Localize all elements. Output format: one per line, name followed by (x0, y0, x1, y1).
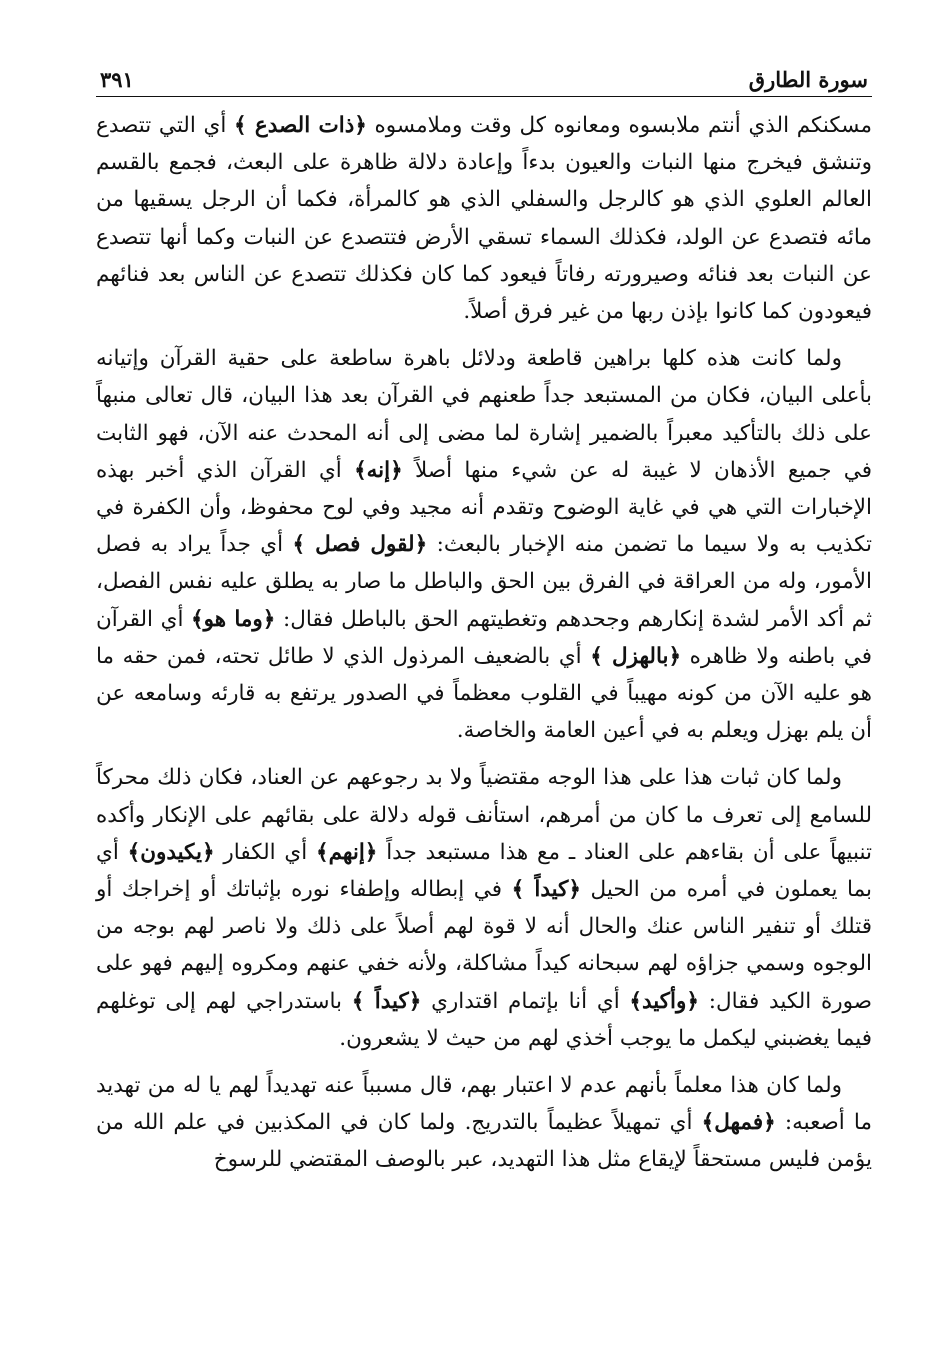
quran-quote: ﴿لقول فصل ﴾ (292, 532, 428, 558)
quran-quote: ﴿كيداً ﴾ (351, 988, 422, 1014)
text-run: ولما كان هذا معلماً بأنهم عدم لا اعتبار بهم، قال مسبباً عنه تهديداً لهم يا له من تهديد ما أصعبه: (96, 1073, 872, 1136)
text-run: مسكنكم الذي أنتم ملابسوه ومعانوه كل وقت وملامسوه (366, 113, 872, 138)
text-run: أي القرآن في باطنه ولا ظاهره (96, 606, 872, 669)
running-header (96, 58, 872, 97)
text-run: في إبطاله وإطفاء نوره بإثباتك أو إخراجك أو قتلك أو تنفير الناس عنك والحال أنه لا قوة لهم أصلاً على ذلك ولا ناصر لهم بوجه من الوجوه وسمي جزاؤه لهم سبحانه كيداً مشاكلة، ولأنه خفي عنهم ومكروه إليهم فهو على صورة الكيد فقال: (96, 877, 872, 1014)
quran-quote: ﴿ذات الصدع ﴾ (233, 113, 367, 138)
paragraph-1 (96, 107, 872, 330)
text-run: أي جداً يراد به فصل الأمور، وله من العراقة في الفرق بين الحق والباطل ما صار به يطلق عليه نفس الفصل، ثم أكد الأمر لشدة إنكارهم وجحدهم وتغطيتهم الحق بالباطل فقال: (96, 532, 873, 632)
paragraph-2 (96, 340, 872, 749)
text-run: أي تمهيلاً عظيماً بالتدريج. ولما كان في المكذبين في علم الله من يؤمن فليس مستحقاً لإيقاع مثل هذا التهديد، عبر بالوصف المقتضي للرسوخ (96, 1110, 872, 1173)
text-run: باستدراجي لهم إلى توغلهم فيما يغضبني ليكمل ما يوجب أخذي لهم من حيث لا يشعرون. (96, 988, 872, 1051)
quran-quote: ﴿وما هو﴾ (191, 606, 276, 632)
text-run: أي أنا بإتمام اقتداري (421, 988, 630, 1014)
paragraph-4 (96, 1067, 872, 1179)
text-run: أي بما يعملون في أمره من الحيل (96, 839, 873, 903)
body-text (96, 107, 872, 1179)
quran-quote: ﴿بالهزل ﴾ (590, 643, 682, 669)
quran-quote: ﴿إنهم﴾ (316, 839, 378, 865)
quran-quote: ﴿فمهل﴾ (701, 1110, 776, 1136)
text-run: أي التي تتصدع وتنشق فيخرج منها النبات والعيون بدءاً وإعادة دلالة ظاهرة على البعث، فجمع بالقسم العالم العلوي الذي هو كالرجل والسفلي الذي هو كالمرأة، فكما أن الرجل يسقيها من مائه فتصدع عن الولد، فكذلك السماء تسقي الأرض فتتصدع عن النبات وكما أنها تتصدع عن النبات بعد فنائه وصيرورته رفاتاً فيعود كما كان فكذلك تتصدع عن الناس بعد فنائهم فيعودون كما كانوا بإذن ربها من غير فرق أصلاً. (96, 113, 872, 325)
text-run: ولما كانت هذه كلها براهين قاطعة ودلائل باهرة ساطعة على حقية القرآن وإتيانه بأعلى البيان، فكان من المستبعد جداً طعنهم في القرآن بعد هذا البيان، قال تعالى منبهاً على ذلك بالتأكيد معبراً بالضمير إشارة لما مضى إلى أنه المحدث عنه الآن، فهو الثابت في جميع الأذهان لا غيبة له عن شيء منها أصلاً (96, 346, 872, 483)
text-run: ولما كان ثبات هذا على هذا الوجه مقتضياً ولا بد رجوعهم عن العناد، فكان ذلك محركاً للسامع إلى تعرف ما كان من أمرهم، استأنف قوله دلالة على بقائهم على الإنكار وأكده تنبيهاً على أن بقاءهم على العناد ـ مع هذا مستبعد جداً (96, 765, 872, 865)
quran-quote: ﴿يكيدون﴾ (127, 839, 215, 865)
page-number: ٣٩١ (100, 67, 134, 92)
paragraph-3 (96, 759, 872, 1057)
quran-quote: ﴿إنه﴾ (354, 457, 403, 483)
surah-title: سورة الطارق (748, 67, 868, 92)
text-run: أي الكفار (214, 839, 317, 865)
text-run: أي بالضعيف المرذول الذي لا طائل تحته، فمن حقه ما هو عليه الآن من كونه مهيباً في القلوب معظماً في الصدور يرتفع به قارئه وسامعه عن أن يلم بهزل ويعلم به في أعين العامة والخاصة. (96, 643, 872, 744)
quran-quote: ﴿كيداً ﴾ (511, 877, 581, 903)
text-run: أي القرآن الذي أخبر بهذه الإخبارات التي هي في غاية الوضوح وتقدم أنه مجيد وفي لوح محفوظ، وأن الكفرة في تكذيب به ولا سيما ما تضمن منه الإخبار بالبعث: (96, 457, 872, 558)
quran-quote: ﴿وأكيد﴾ (629, 988, 699, 1014)
